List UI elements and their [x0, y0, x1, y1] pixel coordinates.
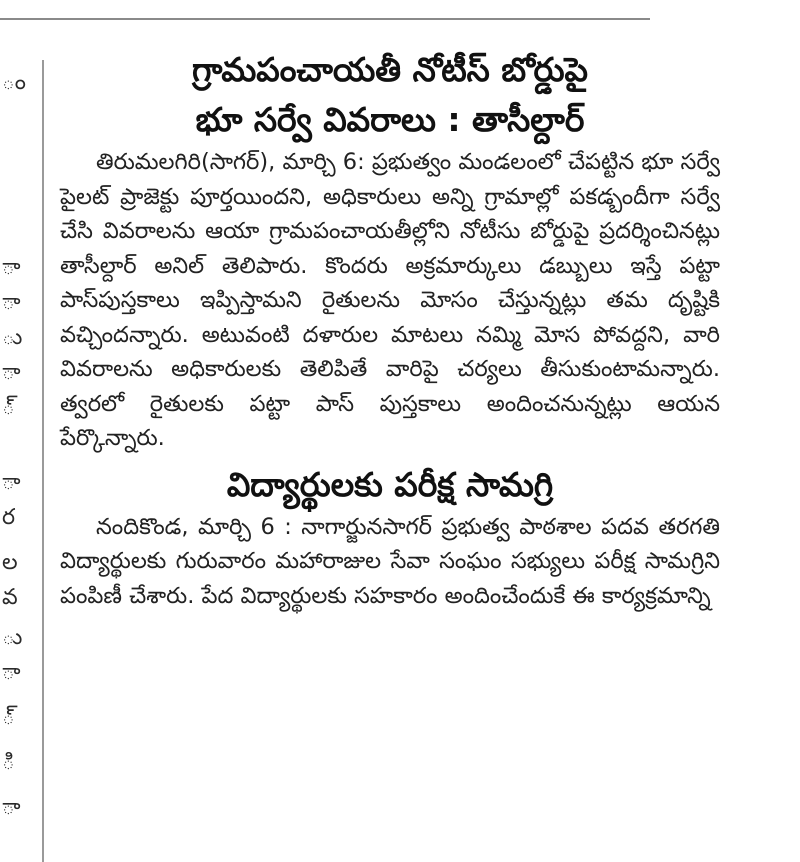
- adjacent-column-char: ్: [2, 395, 15, 420]
- article1-headline: [60, 45, 720, 145]
- adjacent-column-char: ు: [2, 325, 23, 350]
- adjacent-column-char: ా: [2, 470, 21, 495]
- column-divider: [42, 60, 44, 862]
- adjacent-column-char: ర: [2, 505, 16, 530]
- article1-headline-line2: భూ సర్వే వివరాలు : తాసీల్దార్: [195, 100, 585, 139]
- article2-body: నందికొండ, మార్చి 6 : నాగార్జునసాగర్ ప్రభుత్వ పాఠశాల పదవ తరగతి విద్యార్థులకు గురువారం మహారాజుల సేవా సంఘం సభ్యులు పరీక్ష సామగ్రిని పంపిణీ చేశారు. పేద విద్యార్థులకు సహకారం అందించేందుకే ఈ కార్యక్రమాన్ని: [60, 513, 720, 609]
- adjacent-column-char: ా: [2, 360, 21, 385]
- adjacent-column-char: వ: [2, 585, 18, 610]
- adjacent-column-char: ్: [2, 705, 15, 730]
- adjacent-column-char: ా: [2, 255, 21, 280]
- adjacent-column-char: ం: [2, 70, 26, 95]
- adjacent-column-fragment: [0, 60, 30, 862]
- adjacent-column-char: ు: [2, 625, 23, 650]
- adjacent-column-char: ా: [2, 660, 21, 685]
- adjacent-column-char: ా: [2, 290, 21, 315]
- adjacent-column-char: ి: [2, 750, 15, 775]
- article1-headline-line1: గ్రామపంచాయతీ నోటీస్ బోర్డుపై: [191, 50, 589, 89]
- news-column: [60, 45, 720, 613]
- adjacent-column-char: ల: [2, 550, 18, 575]
- article1-body: తిరుమలగిరి(సాగర్), మార్చి 6: ప్రభుత్వం మండలంలో చేపట్టిన భూ సర్వే పైలట్ ప్రాజెక్టు పూర్తయిందని, అధికారులు అన్ని గ్రామాల్లో పకడ్బందీగా సర్వే చేసి వివరాలను ఆయా గ్రామపంచాయతీల్లోని నోటీసు బోర్డుపై ప్రదర్శించినట్లు తాసీల్దార్ అనిల్ తెలిపారు. కొందరు అక్రమార్కులు డబ్బులు ఇస్తే పట్టా పాస్‌పుస్తకాలు ఇప్పిస్తామని రైతులను మోసం చేస్తున్నట్లు తమ దృష్టికి వచ్చిందన్నారు. అటువంటి దళారుల మాటలు నమ్మి మోస పోవద్దని, వారి వివరాలను అధికారులకు తెలిపితే వారిపై చర్యలు తీసుకుంటామన్నారు. త్వరలో రైతులకు పట్టా పాస్ పుస్తకాలు అందించనున్నట్లు ఆయన పేర్కొన్నారు.: [60, 149, 720, 451]
- adjacent-column-char: ా: [2, 795, 21, 820]
- article2-headline: విద్యార్థులకు పరీక్ష సామగ్రి: [226, 464, 554, 504]
- top-rule: [0, 18, 650, 20]
